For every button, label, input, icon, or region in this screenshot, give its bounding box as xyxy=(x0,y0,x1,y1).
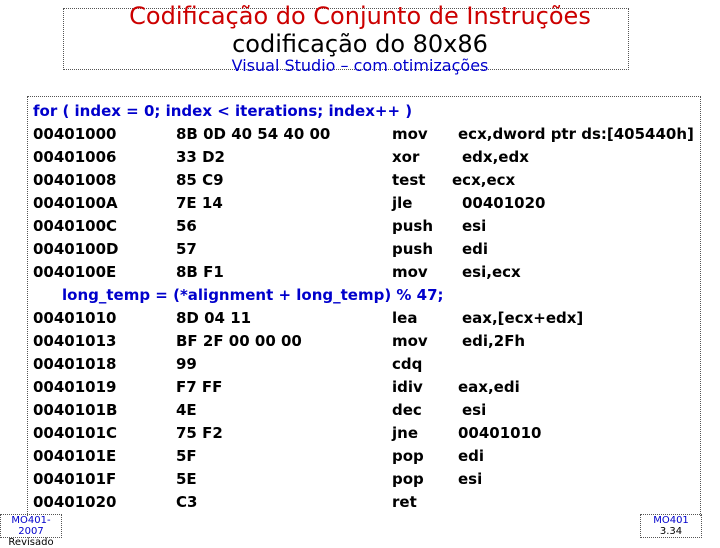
instruction-address: 0040100E xyxy=(33,263,117,281)
instruction-bytes: 75 F2 xyxy=(176,424,223,442)
instruction-address: 00401008 xyxy=(33,171,117,189)
source-line-expression: long_temp = (*alignment + long_temp) % 47; xyxy=(62,286,444,304)
instruction-bytes: C3 xyxy=(176,493,198,511)
instruction-address: 0040101B xyxy=(33,401,118,419)
instruction-address: 00401018 xyxy=(33,355,117,373)
instruction-bytes: 85 C9 xyxy=(176,171,224,189)
slide-subtitle: Visual Studio – com otimizações xyxy=(231,56,489,75)
instruction-mnemonic: test xyxy=(392,171,426,189)
instruction-operands: esi xyxy=(462,217,487,235)
instruction-bytes: 8B 0D 40 54 40 00 xyxy=(176,125,331,143)
instruction-mnemonic: pop xyxy=(392,447,424,465)
instruction-address: 00401010 xyxy=(33,309,117,327)
course-code-right: MO401 xyxy=(653,515,689,526)
instruction-operands: edi,2Fh xyxy=(462,332,526,350)
instruction-operands: edi xyxy=(462,240,489,258)
course-code: MO401-2007 xyxy=(11,515,51,537)
instruction-mnemonic: push xyxy=(392,240,434,258)
instruction-mnemonic: dec xyxy=(392,401,422,419)
instruction-operands: edx,edx xyxy=(462,148,529,166)
instruction-bytes: 56 xyxy=(176,217,197,235)
instruction-address: 0040101F xyxy=(33,470,117,488)
instruction-operands: edi xyxy=(458,447,485,465)
instruction-bytes: 99 xyxy=(176,355,197,373)
instruction-mnemonic: lea xyxy=(392,309,418,327)
instruction-operands: ecx,ecx xyxy=(452,171,516,189)
instruction-address: 00401020 xyxy=(33,493,117,511)
instruction-operands: eax,edi xyxy=(458,378,520,396)
instruction-mnemonic: xor xyxy=(392,148,420,166)
instruction-operands: 00401020 xyxy=(462,194,546,212)
instruction-mnemonic: push xyxy=(392,217,434,235)
instruction-bytes: 33 D2 xyxy=(176,148,225,166)
instruction-address: 0040100C xyxy=(33,217,118,235)
instruction-address: 00401000 xyxy=(33,125,117,143)
instruction-operands: esi xyxy=(458,470,483,488)
instruction-operands: eax,[ecx+edx] xyxy=(462,309,584,327)
instruction-mnemonic: jle xyxy=(392,194,413,212)
page-badge xyxy=(640,514,702,538)
instruction-bytes: 5E xyxy=(176,470,197,488)
instruction-address: 0040100A xyxy=(33,194,118,212)
slide-title: Codificação do Conjunto de Instruções xyxy=(129,2,591,30)
revision-label: Revisado xyxy=(8,537,54,548)
instruction-address: 00401019 xyxy=(33,378,117,396)
source-line-loop: for ( index = 0; index < iterations; index++ ) xyxy=(33,102,413,120)
instruction-operands: 00401010 xyxy=(458,424,542,442)
instruction-operands: esi,ecx xyxy=(462,263,521,281)
instruction-bytes: 8B F1 xyxy=(176,263,224,281)
instruction-mnemonic: mov xyxy=(392,332,428,350)
instruction-bytes: 4E xyxy=(176,401,197,419)
instruction-bytes: 57 xyxy=(176,240,197,258)
instruction-address: 00401013 xyxy=(33,332,117,350)
instruction-address: 00401006 xyxy=(33,148,117,166)
instruction-operands: esi xyxy=(462,401,487,419)
instruction-bytes: BF 2F 00 00 00 xyxy=(176,332,302,350)
instruction-mnemonic: idiv xyxy=(392,378,423,396)
page-number: 3.34 xyxy=(659,526,683,537)
course-badge xyxy=(0,514,62,548)
instruction-mnemonic: mov xyxy=(392,263,428,281)
instruction-bytes: F7 FF xyxy=(176,378,223,396)
instruction-address: 0040101E xyxy=(33,447,117,465)
instruction-address: 0040101C xyxy=(33,424,118,442)
instruction-mnemonic: mov xyxy=(392,125,428,143)
instruction-address: 0040100D xyxy=(33,240,119,258)
instruction-mnemonic: jne xyxy=(392,424,418,442)
instruction-mnemonic: pop xyxy=(392,470,424,488)
instruction-bytes: 7E 14 xyxy=(176,194,223,212)
instruction-operands: ecx,dword ptr ds:[405440h] xyxy=(458,125,694,143)
instruction-mnemonic: ret xyxy=(392,493,417,511)
instruction-bytes: 8D 04 11 xyxy=(176,309,252,327)
slide-title-secondary: codificação do 80x86 xyxy=(232,30,488,58)
instruction-mnemonic: cdq xyxy=(392,355,423,373)
instruction-bytes: 5F xyxy=(176,447,197,465)
